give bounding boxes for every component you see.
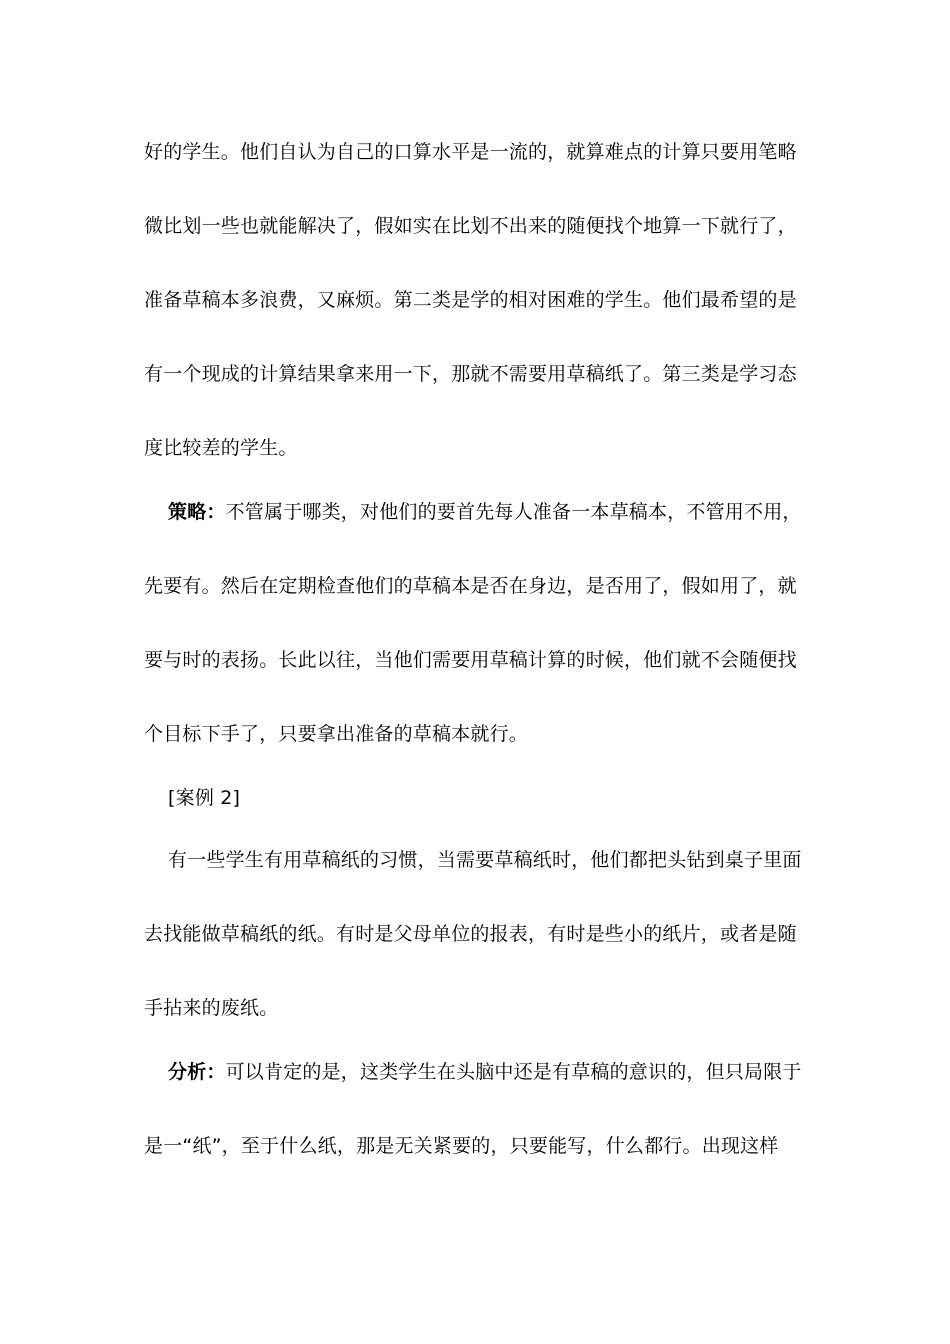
paragraph-line: 微比划一些也就能解决了，假如实在比划不出来的随便找个地算一下就行了， bbox=[144, 215, 797, 237]
analysis-paragraph-first-line bbox=[168, 1060, 848, 1084]
strategy-line: 个目标下手了，只要拿出准备的草稿本就行。 bbox=[144, 723, 529, 745]
case-line: 有一些学生有用草稿纸的习惯，当需要草稿纸时，他们都把头钻到桌子里面 bbox=[168, 849, 802, 871]
paragraph-line: 度比较差的学生。 bbox=[144, 437, 298, 459]
paragraph-line: 好的学生。他们自认为自己的口算水平是一流的，就算难点的计算只要用笔略 bbox=[144, 141, 797, 163]
case-title: [案例 2] bbox=[168, 787, 241, 809]
analysis-label: 分析： bbox=[168, 1061, 226, 1083]
strategy-label: 策略： bbox=[168, 501, 226, 523]
strategy-paragraph-first-line bbox=[168, 500, 848, 524]
analysis-line: 是一“纸”，至于什么纸，那是无关紧要的，只要能写，什么都行。出现这样 bbox=[144, 1135, 779, 1157]
case-line: 去找能做草稿纸的纸。有时是父母单位的报表，有时是些小的纸片，或者是随 bbox=[144, 923, 797, 945]
case-line: 手拈来的废纸。 bbox=[144, 997, 279, 1019]
strategy-line: 先要有。然后在定期检查他们的草稿本是否在身边，是否用了，假如用了，就 bbox=[144, 575, 797, 597]
analysis-text: 可以肯定的是，这类学生在头脑中还是有草稿的意识的，但只局限于 bbox=[225, 1061, 802, 1083]
strategy-text: 不管属于哪类，对他们的要首先每人准备一本草稿本，不管用不用， bbox=[225, 501, 802, 523]
strategy-line: 要与时的表扬。长此以往，当他们需要用草稿计算的时候，他们就不会随便找 bbox=[144, 649, 797, 671]
paragraph-line: 有一个现成的计算结果拿来用一下，那就不需要用草稿纸了。第三类是学习态 bbox=[144, 363, 797, 385]
paragraph-line: 准备草稿本多浪费，又麻烦。第二类是学的相对困难的学生。他们最希望的是 bbox=[144, 289, 797, 311]
